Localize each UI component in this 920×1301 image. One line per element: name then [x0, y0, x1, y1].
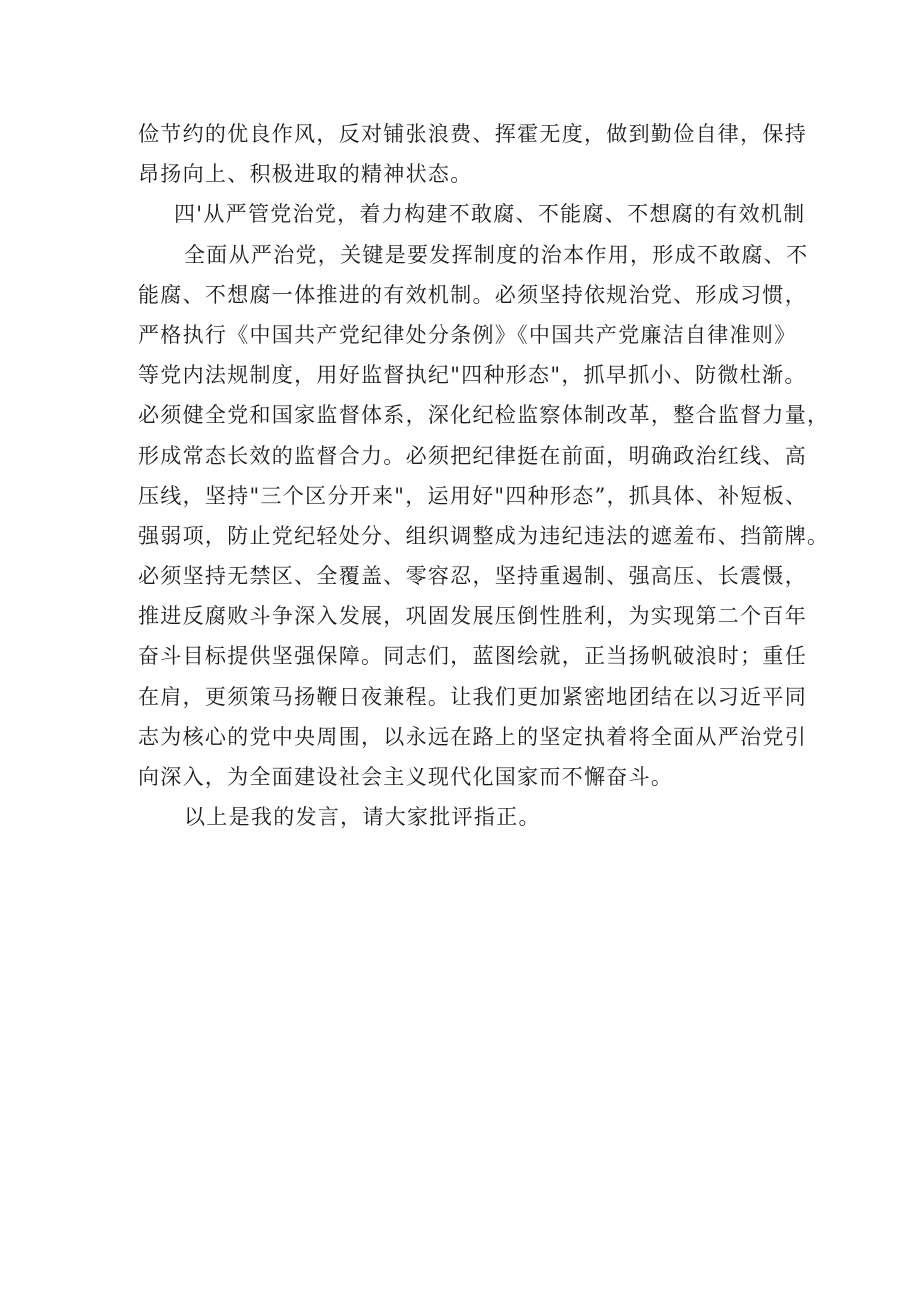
- paragraph-line: 俭节约的优良作风，反对铺张浪费、挥霍无度，做到勤俭自律，保持: [138, 122, 807, 146]
- section-heading: 四'从严管党治党，着力构建不敢腐、不能腐、不想腐的有效机制: [174, 202, 806, 227]
- paragraph-line: 奋斗目标提供坚强保障。同志们，蓝图绘就，正当扬帆破浪时；重任: [138, 644, 807, 669]
- paragraph-line: 推进反腐败斗争深入发展，巩固发展压倒性胜利，为实现第二个百年: [138, 604, 807, 629]
- paragraph-line: 必须健全党和国家监督体系，深化纪检监察体制改革，整合监督力量，: [138, 403, 830, 428]
- closing-line: 以上是我的发言，请大家批评指正。: [184, 805, 541, 830]
- paragraph-line: 强弱项，防止党纪轻处分、组织调整成为违纪违法的遮羞布、挡箭牌。: [138, 523, 830, 548]
- paragraph-line: 必须坚持无禁区、全覆盖、零容忍，坚持重遏制、强高压、长震慑，: [138, 564, 807, 589]
- paragraph-line: 志为核心的党中央周围，以永远在路上的坚定执着将全面从严治党引: [138, 724, 807, 749]
- paragraph-line: 向深入，为全面建设社会主义现代化国家而不懈奋斗。: [138, 765, 674, 789]
- document-body: [138, 114, 830, 837]
- paragraph-line: 能腐、不想腐一体推进的有效机制。必须坚持依规治党、形成习惯，: [138, 282, 807, 307]
- paragraph-line: 压线，坚持"三个区分开来"，运用好"四种形态”，抓具体、补短板、: [138, 483, 808, 508]
- paragraph-line: 全面从严治党，关键是要发挥制度的治本作用，形成不敢腐、不: [184, 242, 809, 267]
- paragraph-line: 在肩，更须策马扬鞭日夜兼程。让我们更加紧密地团结在以习近平同: [138, 684, 807, 709]
- paragraph-line: 形成常态长效的监督合力。必须把纪律挺在前面，明确政治红线、高: [138, 443, 807, 468]
- paragraph-line: 昂扬向上、积极进取的精神状态。: [138, 162, 473, 187]
- paragraph-line: 等党内法规制度，用好监督执纪"四种形态"，抓早抓小、防微杜渐。: [138, 363, 807, 388]
- paragraph-line: 严格执行《中国共产党纪律处分条例》《中国共产党廉洁自律准则》: [138, 322, 797, 347]
